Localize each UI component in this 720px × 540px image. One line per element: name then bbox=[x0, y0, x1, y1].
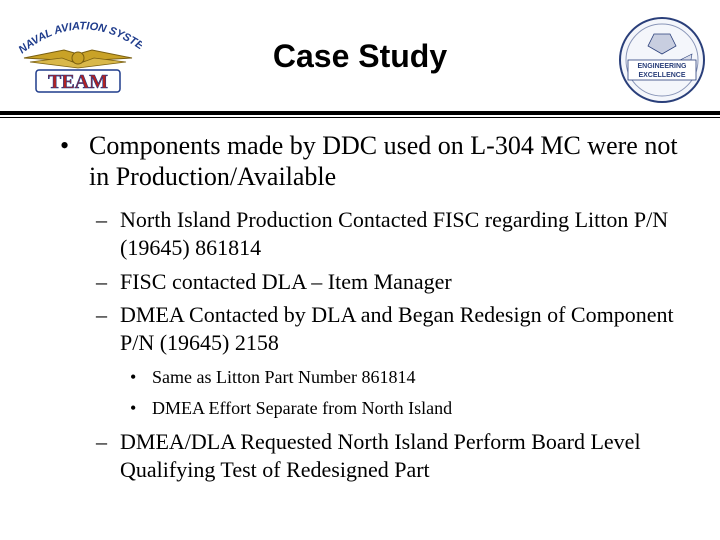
sub-item-text: DMEA/DLA Requested North Island Perform Board Level Qualifying Test of Redesigned Part bbox=[120, 429, 641, 482]
sub-sub-item-text: DMEA Effort Separate from North Island bbox=[152, 398, 453, 418]
engineering-seal-logo bbox=[614, 14, 710, 106]
svg-text:NAVAL AVIATION SYSTEMS bbox=[14, 14, 142, 56]
seal-text-line1: ENGINEERING bbox=[637, 63, 687, 70]
header-rule-thin bbox=[0, 117, 720, 118]
slide-title: Case Study bbox=[272, 38, 448, 74]
dash-icon: – bbox=[96, 207, 107, 232]
main-bullet-item bbox=[60, 130, 700, 192]
naval-aviation-wings-icon bbox=[14, 14, 142, 96]
sub-item-text: North Island Production Contacted FISC regarding Litton P/N (19645) 861814 bbox=[120, 207, 669, 260]
dash-icon: – bbox=[96, 269, 107, 294]
sub-item bbox=[96, 301, 696, 357]
logo-arc-text: NAVAL AVIATION SYST bbox=[16, 20, 139, 57]
sub-sub-item bbox=[130, 396, 690, 420]
dash-icon: – bbox=[96, 302, 107, 327]
sub-item bbox=[96, 206, 696, 262]
bullet-icon: • bbox=[60, 131, 70, 160]
dash-icon: – bbox=[96, 429, 107, 454]
sub-item-text: DMEA Contacted by DLA and Began Redesign of Component P/N (19645) 2158 bbox=[120, 302, 674, 355]
sub-item bbox=[96, 428, 696, 484]
sub-sub-item-text: Same as Litton Part Number 861814 bbox=[152, 367, 416, 387]
logo-team-text: TEAM bbox=[48, 71, 108, 93]
naval-aviation-team-logo bbox=[14, 14, 142, 96]
seal-icon bbox=[614, 14, 710, 106]
main-bullet-text: Components made by DDC used on L-304 MC were not in Production/Available bbox=[89, 131, 678, 191]
sub-item bbox=[96, 268, 696, 296]
header-rule-thick bbox=[0, 111, 720, 115]
seal-text-line2: EXCELLENCE bbox=[638, 72, 686, 79]
sub-sub-item bbox=[130, 365, 690, 389]
sub-item-text: FISC contacted DLA – Item Manager bbox=[120, 269, 452, 294]
bullet-icon: • bbox=[130, 398, 137, 418]
bullet-icon: • bbox=[130, 367, 137, 387]
